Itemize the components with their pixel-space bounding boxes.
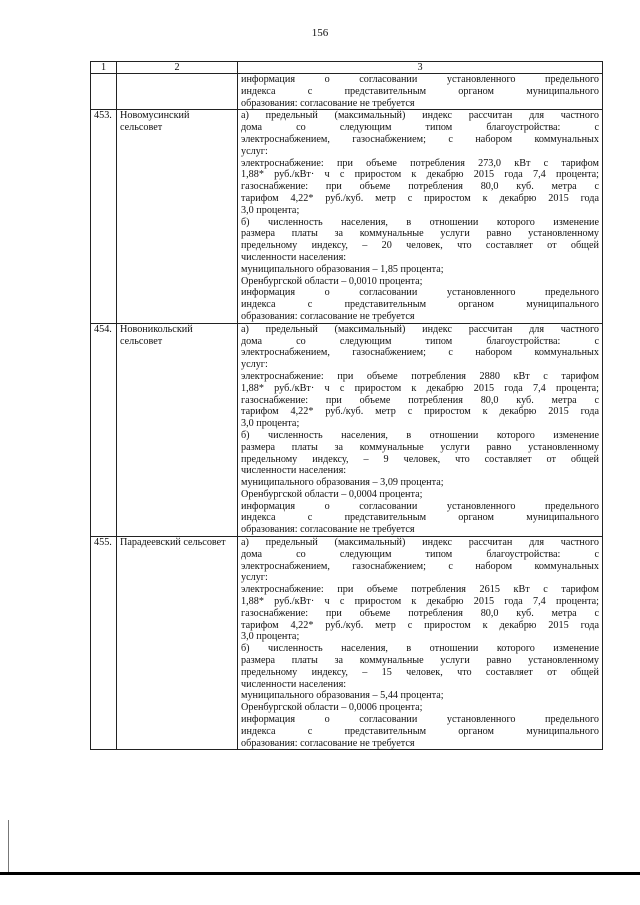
description-line: 1,88* руб./кВт· ч с приростом к декабрю 2015 года 7,4 процента;	[241, 169, 599, 181]
description-line: размера платы за коммунальные услуги равно установленному	[241, 441, 599, 453]
table-row	[91, 74, 603, 110]
row-number: 454.	[91, 323, 117, 536]
description-line: тарифом 4,22* руб./куб. метр с приростом к декабрю 2015 года	[241, 406, 599, 418]
page-number: 156	[311, 27, 329, 39]
description-line: размера платы за коммунальные услуги равно установленному	[241, 228, 599, 240]
municipality-name: Новоникольский сельсовет	[117, 323, 238, 536]
index-description	[238, 537, 603, 750]
description-line: услуг:	[241, 572, 268, 584]
table-row	[91, 537, 603, 750]
scan-edge-mark	[8, 820, 9, 872]
column-header-1: 1	[91, 62, 117, 74]
description-line: газоснабжение: при объеме потребления 80,0 куб. метра с	[241, 394, 599, 406]
description-line: услуг:	[241, 359, 268, 371]
description-line: а) предельный (максимальный) индекс рассчитан для частного	[241, 110, 599, 122]
description-line: размера платы за коммунальные услуги равно установленному	[241, 655, 599, 667]
description-line: численности населения:	[241, 678, 347, 690]
description-line: муниципального образования – 3,09 процента;	[241, 477, 444, 489]
table-header-row	[91, 62, 603, 74]
description-line: Оренбургской области – 0,0006 процента;	[241, 702, 423, 714]
description-line: предельному индексу, – 15 человек, что составляет от общей	[241, 666, 599, 678]
description-line: тарифом 4,22* руб./куб. метр с приростом к декабрю 2015 года	[241, 619, 599, 631]
description-line: образования: согласование не требуется	[241, 524, 415, 536]
description-line: дома со следующим типом благоустройства: с	[241, 548, 599, 560]
row-number: 455.	[91, 537, 117, 750]
description-line: образования: согласование не требуется	[241, 310, 415, 322]
description-line: дома со следующим типом благоустройства: с	[241, 122, 599, 134]
description-line: б) численность населения, в отношении которого изменение	[241, 429, 599, 441]
description-line: 3,0 процента;	[241, 418, 300, 430]
table-row	[91, 323, 603, 536]
description-line: услуг:	[241, 145, 268, 157]
description-line: Оренбургской области – 0,0004 процента;	[241, 488, 423, 500]
description-line: информация о согласовании установленного предельного	[241, 714, 599, 726]
description-line: электроснабжением, газоснабжением; с набором коммунальных	[241, 560, 599, 572]
table-row	[91, 110, 603, 323]
description-line: численности населения:	[241, 251, 347, 263]
row-number: 453.	[91, 110, 117, 323]
description-line: электроснабжением, газоснабжением; с набором коммунальных	[241, 133, 599, 145]
description-line: дома со следующим типом благоустройства: с	[241, 335, 599, 347]
description-line: а) предельный (максимальный) индекс рассчитан для частного	[241, 323, 599, 335]
column-header-3: 3	[238, 62, 603, 74]
description-line: индекса с представительным органом муниципального	[241, 299, 599, 311]
description-line: информация о согласовании установленного предельного	[241, 74, 599, 85]
description-line: газоснабжение: при объеме потребления 80,0 куб. метра с	[241, 181, 599, 193]
row-number	[91, 74, 117, 110]
index-description	[238, 323, 603, 536]
table-body	[91, 74, 603, 750]
index-description	[238, 74, 603, 110]
description-line: предельному индексу, – 9 человек, что составляет от общей	[241, 453, 599, 465]
description-line: а) предельный (максимальный) индекс рассчитан для частного	[241, 537, 599, 549]
scan-bottom-border	[0, 872, 640, 875]
description-line: информация о согласовании установленного предельного	[241, 500, 599, 512]
description-line: предельному индексу, – 20 человек, что составляет от общей	[241, 240, 599, 252]
municipality-name: Новомусинский сельсовет	[117, 110, 238, 323]
description-line: б) численность населения, в отношении которого изменение	[241, 643, 599, 655]
description-line: индекса с представительным органом муниципального	[241, 512, 599, 524]
description-line: индекса с представительным органом муниципального	[241, 725, 599, 737]
description-line: газоснабжение: при объеме потребления 80,0 куб. метра с	[241, 607, 599, 619]
indices-table	[90, 61, 603, 750]
description-line: численности населения:	[241, 465, 347, 477]
municipality-name	[117, 74, 238, 110]
description-line: электроснабжение: при объеме потребления 2880 кВт с тарифом	[241, 370, 599, 382]
description-line: Оренбургской области – 0,0010 процента;	[241, 275, 423, 287]
description-line: электроснабжение: при объеме потребления 273,0 кВт с тарифом	[241, 157, 599, 169]
description-line: тарифом 4,22* руб./куб. метр с приростом к декабрю 2015 года	[241, 192, 599, 204]
description-line: электроснабжение: при объеме потребления 2615 кВт с тарифом	[241, 584, 599, 596]
column-header-2: 2	[117, 62, 238, 74]
description-line: муниципального образования – 1,85 процента;	[241, 263, 444, 275]
municipality-name: Парадеевский сельсовет	[117, 537, 238, 750]
description-line: индекса с представительным органом муниципального	[241, 85, 599, 97]
description-line: электроснабжением, газоснабжением; с набором коммунальных	[241, 347, 599, 359]
description-line: образования: согласование не требуется	[241, 737, 415, 749]
description-line: образования: согласование не требуется	[241, 97, 415, 109]
description-line: 3,0 процента;	[241, 631, 300, 643]
description-line: информация о согласовании установленного предельного	[241, 287, 599, 299]
description-line: 3,0 процента;	[241, 204, 300, 216]
index-description	[238, 110, 603, 323]
description-line: муниципального образования – 5,44 процента;	[241, 690, 444, 702]
description-line: 1,88* руб./кВт· ч с приростом к декабрю 2015 года 7,4 процента;	[241, 382, 599, 394]
description-line: б) численность населения, в отношении которого изменение	[241, 216, 599, 228]
description-line: 1,88* руб./кВт· ч с приростом к декабрю 2015 года 7,4 процента;	[241, 596, 599, 608]
